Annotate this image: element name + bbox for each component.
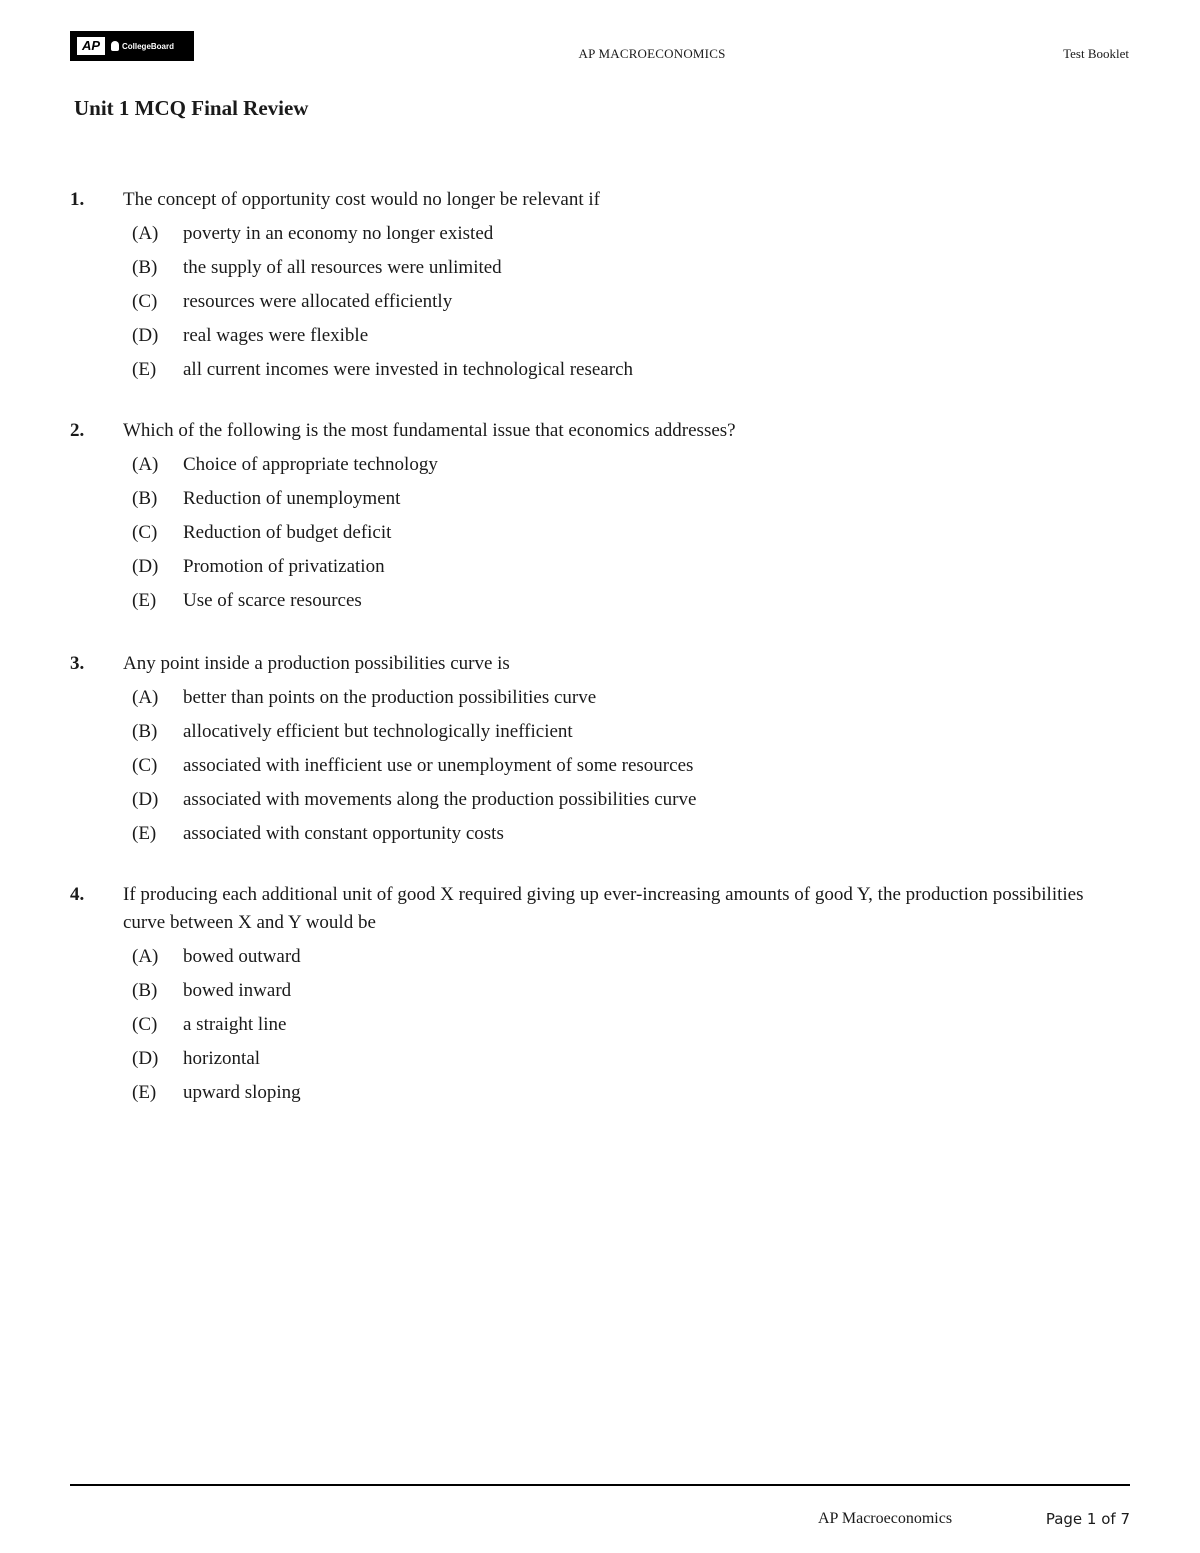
question-stem: If producing each additional unit of good X required giving up ever-increasing amounts of good Y, the production possibilities curve between X and Y would be	[123, 884, 1084, 933]
choice-letter: (D)	[132, 789, 159, 810]
answer-choice	[70, 977, 1130, 1011]
choice-text: Choice of appropriate technology	[183, 454, 438, 475]
answer-choice	[70, 1011, 1130, 1045]
page-number: Page 1 of 7	[1045, 1510, 1130, 1528]
choice-letter: (A)	[132, 223, 159, 244]
answer-choice	[70, 1045, 1130, 1079]
choice-text: Promotion of privatization	[183, 556, 385, 577]
question-1	[70, 186, 1130, 390]
choice-text: resources were allocated efficiently	[183, 291, 453, 312]
answer-choice	[70, 451, 1130, 485]
choice-text: horizontal	[183, 1048, 261, 1069]
page-title: Unit 1 MCQ Final Review	[74, 96, 309, 120]
question-stem: The concept of opportunity cost would no longer be relevant if	[123, 189, 600, 210]
question-stem: Any point inside a production possibilities curve is	[123, 653, 510, 674]
choice-letter: (E)	[132, 359, 157, 380]
choice-letter: (B)	[132, 721, 158, 742]
answer-choice	[70, 820, 1130, 854]
choice-text: Reduction of budget deficit	[183, 522, 392, 543]
answer-choice	[70, 356, 1130, 390]
question-number: 1.	[70, 189, 85, 210]
choice-letter: (A)	[132, 946, 159, 967]
answer-choice	[70, 288, 1130, 322]
choice-letter: (A)	[132, 454, 159, 475]
choice-letter: (D)	[132, 325, 159, 346]
choice-letter: (E)	[132, 590, 157, 611]
choice-letter: (B)	[132, 488, 158, 509]
question-stem: Which of the following is the most fundamental issue that economics addresses?	[123, 420, 736, 441]
choice-text: Use of scarce resources	[183, 590, 362, 611]
choice-text: Reduction of unemployment	[183, 488, 401, 509]
choice-letter: (B)	[132, 257, 158, 278]
choice-letter: (E)	[132, 1082, 157, 1103]
question-number: 2.	[70, 420, 85, 441]
choice-letter: (D)	[132, 556, 159, 577]
answer-choice	[70, 220, 1130, 254]
choice-letter: (C)	[132, 1014, 158, 1035]
choice-letter: (C)	[132, 291, 158, 312]
answer-choice	[70, 519, 1130, 553]
header-subject: AP MACROECONOMICS	[578, 46, 726, 61]
question-number: 4.	[70, 884, 85, 905]
answer-choice	[70, 322, 1130, 356]
choice-text: allocatively efficient but technologically inefficient	[183, 721, 573, 742]
choice-text: associated with constant opportunity costs	[183, 823, 504, 844]
answer-choices	[70, 943, 1130, 1113]
choice-text: the supply of all resources were unlimited	[183, 257, 502, 278]
question-number: 3.	[70, 653, 85, 674]
choice-letter: (C)	[132, 522, 158, 543]
footer-subject: AP Macroeconomics	[818, 1510, 953, 1527]
choice-text: real wages were flexible	[183, 325, 369, 346]
choice-letter: (D)	[132, 1048, 159, 1069]
answer-choice	[70, 587, 1130, 621]
choice-text: all current incomes were invested in technological research	[183, 359, 633, 380]
choice-text: associated with movements along the production possibilities curve	[183, 789, 697, 810]
answer-choice	[70, 1079, 1130, 1113]
answer-choices	[70, 451, 1130, 621]
answer-choice	[70, 752, 1130, 786]
choice-text: upward sloping	[183, 1082, 301, 1103]
header-booklet-label: Test Booklet	[1063, 46, 1129, 61]
choice-text: better than points on the production possibilities curve	[183, 687, 597, 708]
collegeboard-wordmark: CollegeBoard	[122, 41, 175, 51]
choice-text: bowed inward	[183, 980, 292, 1001]
choice-text: poverty in an economy no longer existed	[183, 223, 494, 244]
answer-choice	[70, 718, 1130, 752]
question-3	[70, 650, 1130, 854]
answer-choice	[70, 485, 1130, 519]
choice-text: a straight line	[183, 1014, 287, 1035]
choice-letter: (C)	[132, 755, 158, 776]
answer-choice	[70, 943, 1130, 977]
choice-text: bowed outward	[183, 946, 301, 967]
answer-choice	[70, 254, 1130, 288]
choice-letter: (A)	[132, 687, 159, 708]
answer-choice	[70, 684, 1130, 718]
choice-letter: (E)	[132, 823, 157, 844]
ap-logo-mark: AP	[77, 37, 105, 55]
answer-choices	[70, 220, 1130, 390]
question-2	[70, 417, 1130, 621]
question-4	[70, 881, 1130, 1113]
choice-letter: (B)	[132, 980, 158, 1001]
footer-divider	[70, 1484, 1130, 1486]
answer-choice	[70, 553, 1130, 587]
answer-choice	[70, 786, 1130, 820]
choice-text: associated with inefficient use or unemployment of some resources	[183, 755, 694, 776]
answer-choices	[70, 684, 1130, 854]
